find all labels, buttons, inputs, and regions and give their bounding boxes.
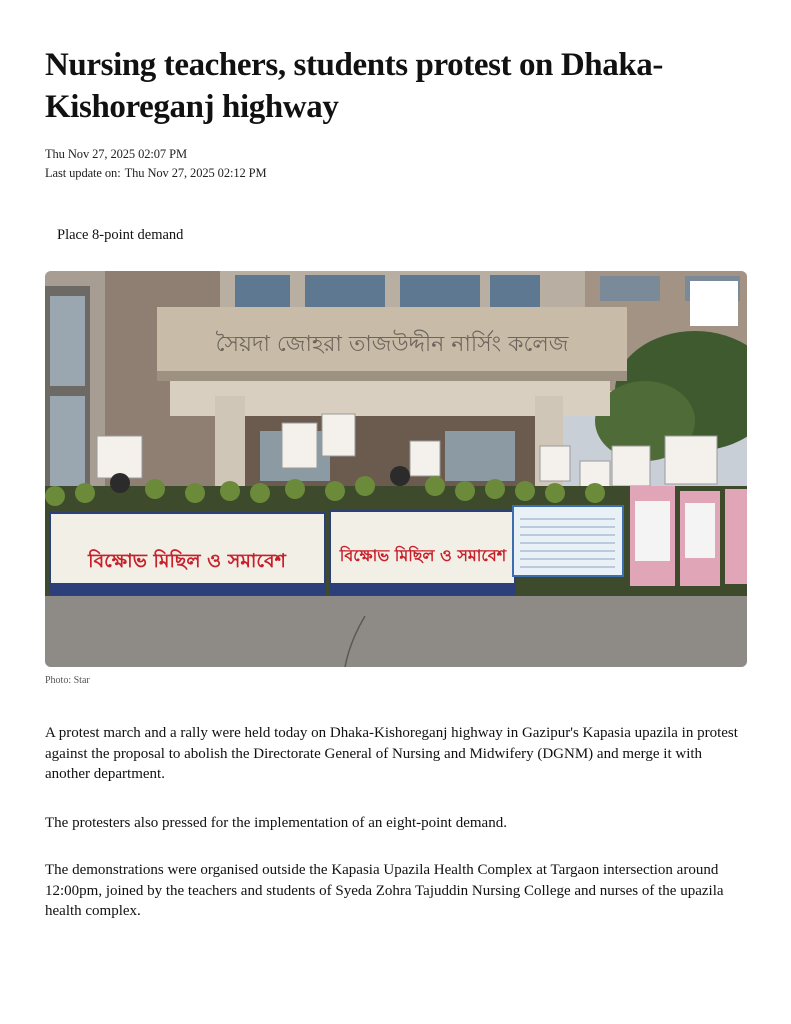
- article-subheadline: Place 8-point demand: [57, 227, 184, 243]
- article-paragraph: A protest march and a rally were held today on Dhaka-Kishoreganj highway in Gazipur's Kapasia upazila in protest against the proposal to abolish the Directorate General of Nursing and Midwifery (DGNM) and merge it with another department.: [45, 725, 738, 782]
- last-update-line: [45, 166, 267, 181]
- banner-right-title: বিক্ষোভ মিছিল ও সমাবেশ: [339, 546, 507, 565]
- protest-photo-illustration: [45, 271, 747, 667]
- article-paragraph: The protesters also pressed for the implementation of an eight-point demand.: [45, 815, 507, 831]
- banner-left-title: বিক্ষোভ মিছিল ও সমাবেশ: [88, 550, 286, 572]
- published-timestamp: Thu Nov 27, 2025 02:07 PM: [45, 147, 187, 161]
- photo-credit: Photo: Star: [45, 675, 90, 686]
- article-paragraph: The demonstrations were organised outside the Kapasia Upazila Health Complex at Targaon intersection around 12:00pm, joined by the teachers and students of Syeda Zohra Tajuddin Nursing College and nurses of the upazila health complex.: [45, 862, 724, 919]
- article-headline: Nursing teachers, students protest on Dhaka-Kishoreganj highway: [45, 47, 663, 125]
- article-photo: [45, 271, 747, 667]
- last-update-label: Last update on:: [45, 166, 121, 180]
- building-sign-text: সৈয়দা জোহরা তাজউদ্দীন নার্সিং কলেজ: [215, 332, 569, 357]
- last-update-timestamp: Thu Nov 27, 2025 02:12 PM: [124, 166, 267, 180]
